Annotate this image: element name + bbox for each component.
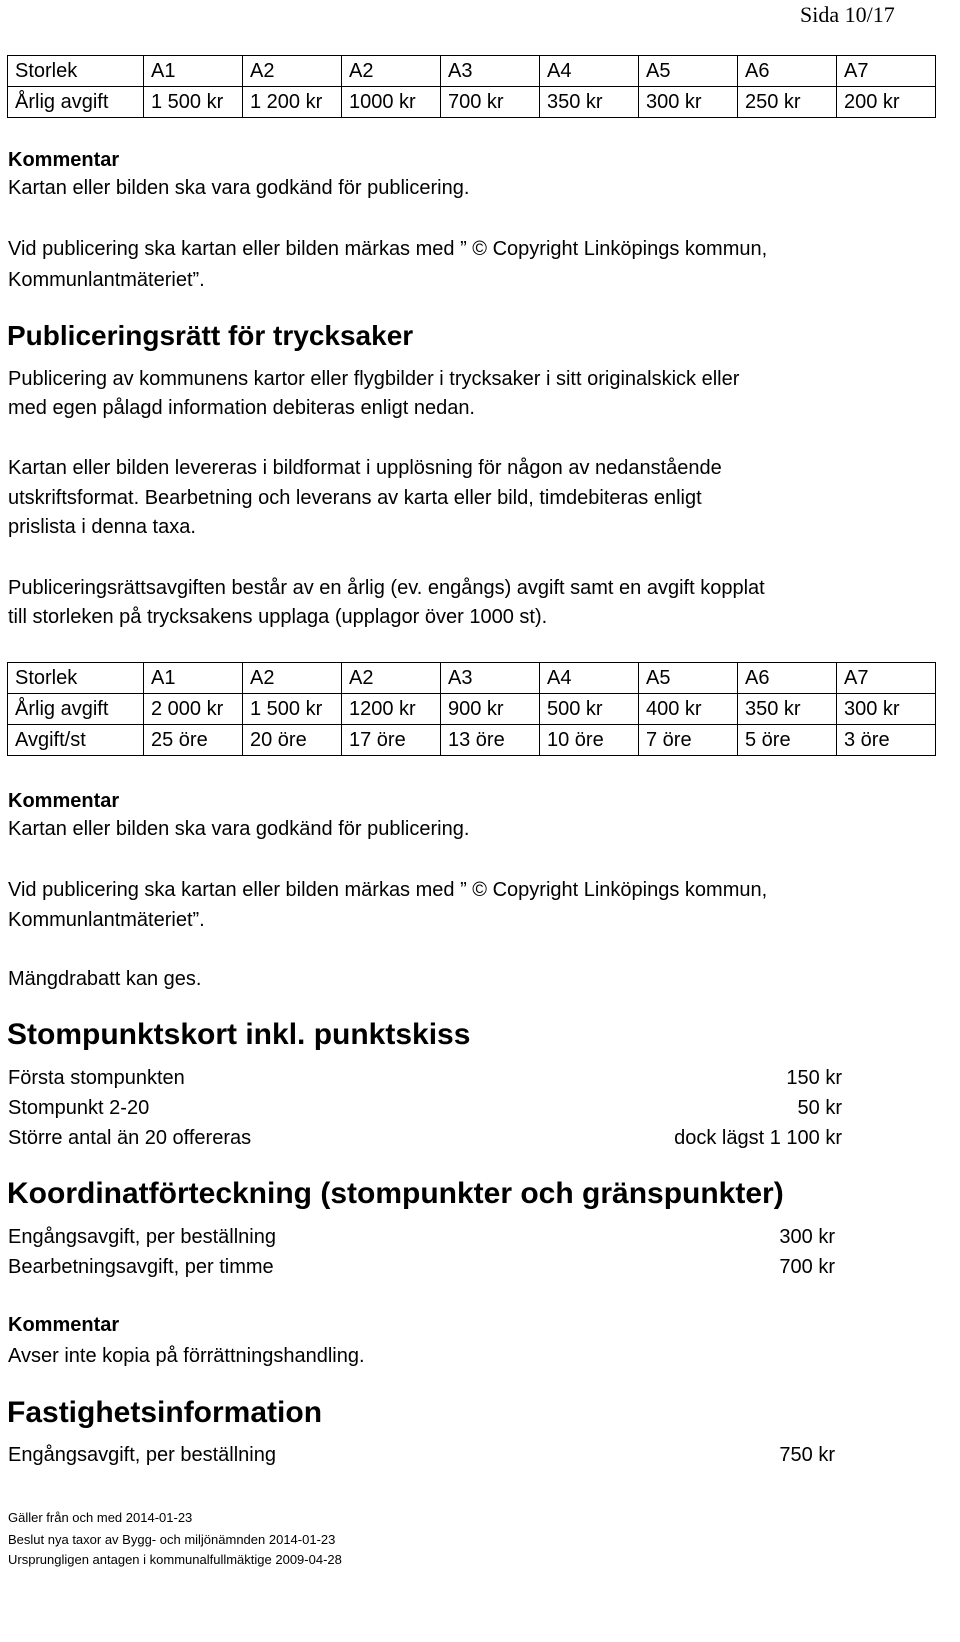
table-row [8,87,936,118]
table-cell: 900 kr [441,694,540,725]
table-cell: A1 [144,56,243,87]
table-cell: A2 [342,56,441,87]
price-value: 750 kr [779,1444,835,1466]
table-cell: A2 [243,56,342,87]
table-cell: Storlek [8,56,144,87]
table-row [8,725,936,756]
table-cell: A4 [540,663,639,694]
comment-text: Kommunlantmäteriet”. [8,269,205,291]
comment-text: Avser inte kopia på förrättningshandling. [8,1345,365,1367]
table-cell: 400 kr [639,694,738,725]
table-cell: 13 öre [441,725,540,756]
price-label: Första stompunkten [8,1067,185,1089]
table-cell: 1200 kr [342,694,441,725]
price-value: 150 kr [786,1067,842,1089]
table-cell: 10 öre [540,725,639,756]
footer-adopted: Ursprungligen antagen i kommunalfullmäktige 2009-04-28 [8,1552,342,1567]
paragraph-text: prislista i denna taxa. [8,516,196,538]
table-cell: 7 öre [639,725,738,756]
comment-text: Mängdrabatt kan ges. [8,968,202,990]
comment-heading: Kommentar [8,149,120,171]
table-cell: Avgift/st [8,725,144,756]
table-header-row [8,663,936,694]
paragraph-text: Publicering av kommunens kartor eller flygbilder i trycksaker i sitt originalskick eller [8,368,740,390]
table-cell: 5 öre [738,725,837,756]
table-cell: 250 kr [738,87,837,118]
comment-text: Kartan eller bilden ska vara godkänd för publicering. [8,177,470,199]
comment-text: Vid publicering ska kartan eller bilden märkas med ” © Copyright Linköpings kommun, [8,238,768,260]
table-cell: 17 öre [342,725,441,756]
table-cell: 500 kr [540,694,639,725]
paragraph-text: utskriftsformat. Bearbetning och leverans av karta eller bild, timdebiteras enligt [8,487,702,509]
paragraph-text: Publiceringsrättsavgiften består av en årlig (ev. engångs) avgift samt en avgift kopplat [8,577,765,599]
table-row [8,694,936,725]
table-cell: 20 öre [243,725,342,756]
table-cell: A5 [639,56,738,87]
annual-fee-table-print [7,662,936,756]
table-cell: A1 [144,663,243,694]
table-cell: A6 [738,56,837,87]
annual-fee-table-images [7,55,936,118]
table-cell: Årlig avgift [8,694,144,725]
paragraph-text: till storleken på trycksakens upplaga (upplagor över 1000 st). [8,606,548,628]
table-cell: 300 kr [837,694,936,725]
price-value: 700 kr [779,1256,835,1278]
price-value: 300 kr [779,1226,835,1248]
table-cell: A4 [540,56,639,87]
section-title-tryck: Publiceringsrätt för trycksaker [7,320,414,351]
section-title-stompunkt: Stompunktskort inkl. punktskiss [7,1018,471,1051]
price-label: Större antal än 20 offereras [8,1127,252,1149]
table-cell: Storlek [8,663,144,694]
comment-heading: Kommentar [8,790,120,812]
comment-heading: Kommentar [8,1314,120,1336]
paragraph-text: Kartan eller bilden levereras i bildformat i upplösning för någon av nedanstående [8,457,722,479]
section-title-fastighet: Fastighetsinformation [7,1396,323,1429]
table-cell: A6 [738,663,837,694]
section-title-koordinat: Koordinatförteckning (stompunkter och gränspunkter) [7,1177,784,1210]
table-cell: 25 öre [144,725,243,756]
price-value: 50 kr [797,1097,842,1119]
table-cell: A5 [639,663,738,694]
paragraph-text: med egen pålagd information debiteras enligt nedan. [8,397,475,419]
table-cell: 300 kr [639,87,738,118]
table-cell: A7 [837,663,936,694]
table-cell: A2 [243,663,342,694]
comment-text: Kartan eller bilden ska vara godkänd för publicering. [8,818,470,840]
price-label: Engångsavgift, per beställning [8,1226,276,1248]
price-value: dock lägst 1 100 kr [674,1127,842,1149]
price-label: Bearbetningsavgift, per timme [8,1256,274,1278]
table-cell: 3 öre [837,725,936,756]
table-cell: 2 000 kr [144,694,243,725]
table-cell: A3 [441,56,540,87]
table-cell: 350 kr [540,87,639,118]
table-cell: A7 [837,56,936,87]
table-cell: A2 [342,663,441,694]
table-cell: 1 500 kr [144,87,243,118]
table-cell: 1000 kr [342,87,441,118]
table-cell: A3 [441,663,540,694]
comment-text: Vid publicering ska kartan eller bilden märkas med ” © Copyright Linköpings kommun, [8,879,768,901]
footer-valid-from: Gäller från och med 2014-01-23 [8,1510,193,1525]
comment-text: Kommunlantmäteriet”. [8,909,205,931]
table-cell: Årlig avgift [8,87,144,118]
price-label: Stompunkt 2-20 [8,1097,150,1119]
table-cell: 1 200 kr [243,87,342,118]
table-cell: 700 kr [441,87,540,118]
table-cell: 350 kr [738,694,837,725]
footer-decision: Beslut nya taxor av Bygg- och miljönämnden 2014-01-23 [8,1532,336,1547]
price-label: Engångsavgift, per beställning [8,1444,276,1466]
table-header-row [8,56,936,87]
table-cell: 1 500 kr [243,694,342,725]
table-cell: 200 kr [837,87,936,118]
page-number: Sida 10/17 [800,2,895,27]
